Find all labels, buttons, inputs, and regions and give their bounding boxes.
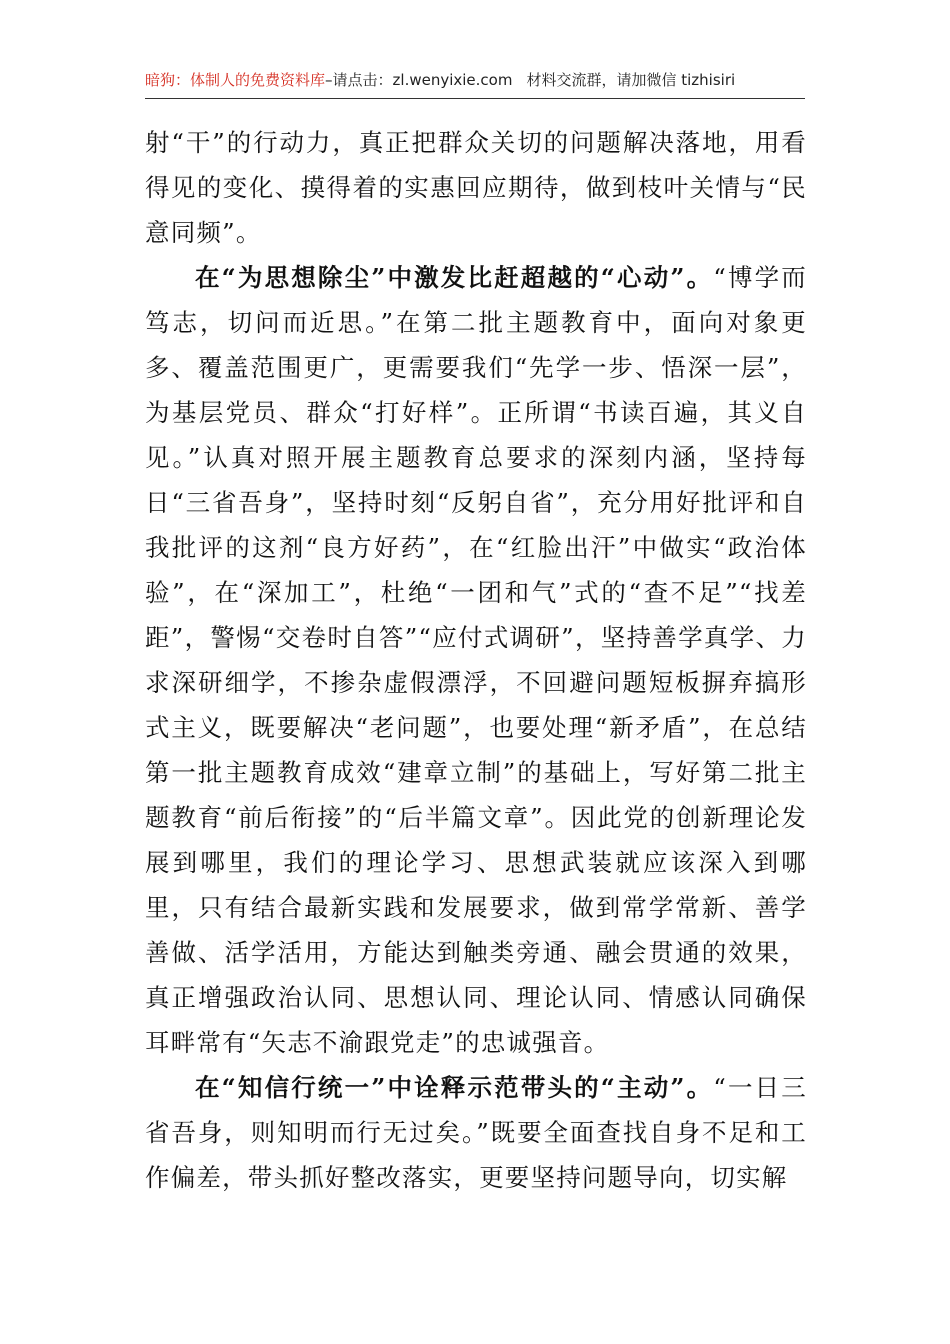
section-heading: 在“知信行统一”中诠释示范带头的“主动”。 [195,1073,714,1102]
paragraph-section [145,255,807,1065]
header-wechat-note: 材料交流群，请加微信 tizhisiri [526,71,736,89]
paragraph-text: “博学而笃志，切问而近思。”在第二批主题教育中，面向对象更多、覆盖范围更广，更需要我们“先学一步、悟深一层”，为基层党员、群众“打好样”。正所谓“书读百遍，其义自见。”认真对照开展主题教育总要求的深刻内涵，坚持每日“三省吾身”，坚持时刻“反躬自省”，充分用好批评和自我批评的这剂“良方好药”，在“红脸出汗”中做实“政治体验”，在“深加工”，杜绝“一团和气”式的“查不足”“找差距”，警惕“交卷时自答”“应付式调研”，坚持善学真学、力求深研细学，不掺杂虚假漂浮，不回避问题短板摒弃搞形式主义，既要解决“老问题”，也要处理“新矛盾”，在总结第一批主题教育成效“建章立制”的基础上，写好第二批主题教育“前后衔接”的“后半篇文章”。因此党的创新理论发展到哪里，我们的理论学习、思想武装就应该深入到哪里，只有结合最新实践和发展要求，做到常学常新、善学善做、活学活用，方能达到触类旁通、融会贯通的效果，真正增强政治认同、思想认同、理论认同、情感认同确保耳畔常有“矢志不渝跟党走”的忠诚强音。 [145,263,807,1057]
header-site-name: 暗狗：体制人的免费资料库 [145,71,326,89]
header-url-link[interactable]: zl.wenyixie.com [392,71,513,89]
paragraph-section [145,1065,807,1200]
section-heading: 在“为思想除尘”中激发比赶超越的“心动”。 [195,263,714,292]
header-click-prompt: –请点击： [325,71,393,89]
document-body [145,120,807,1200]
paragraph-text: “一日三省吾身，则知明而行无过矣。”既要全面查找自身不足和工作偏差，带头抓好整改落实，更要坚持问题导向，切实解 [145,1073,807,1192]
paragraph-text: 射“干”的行动力，真正把群众关切的问题解决落地，用看得见的变化、摸得着的实惠回应期待，做到枝叶关情与“民意同频”。 [145,128,807,247]
paragraph-continuation [145,120,807,255]
page-header [145,68,805,99]
